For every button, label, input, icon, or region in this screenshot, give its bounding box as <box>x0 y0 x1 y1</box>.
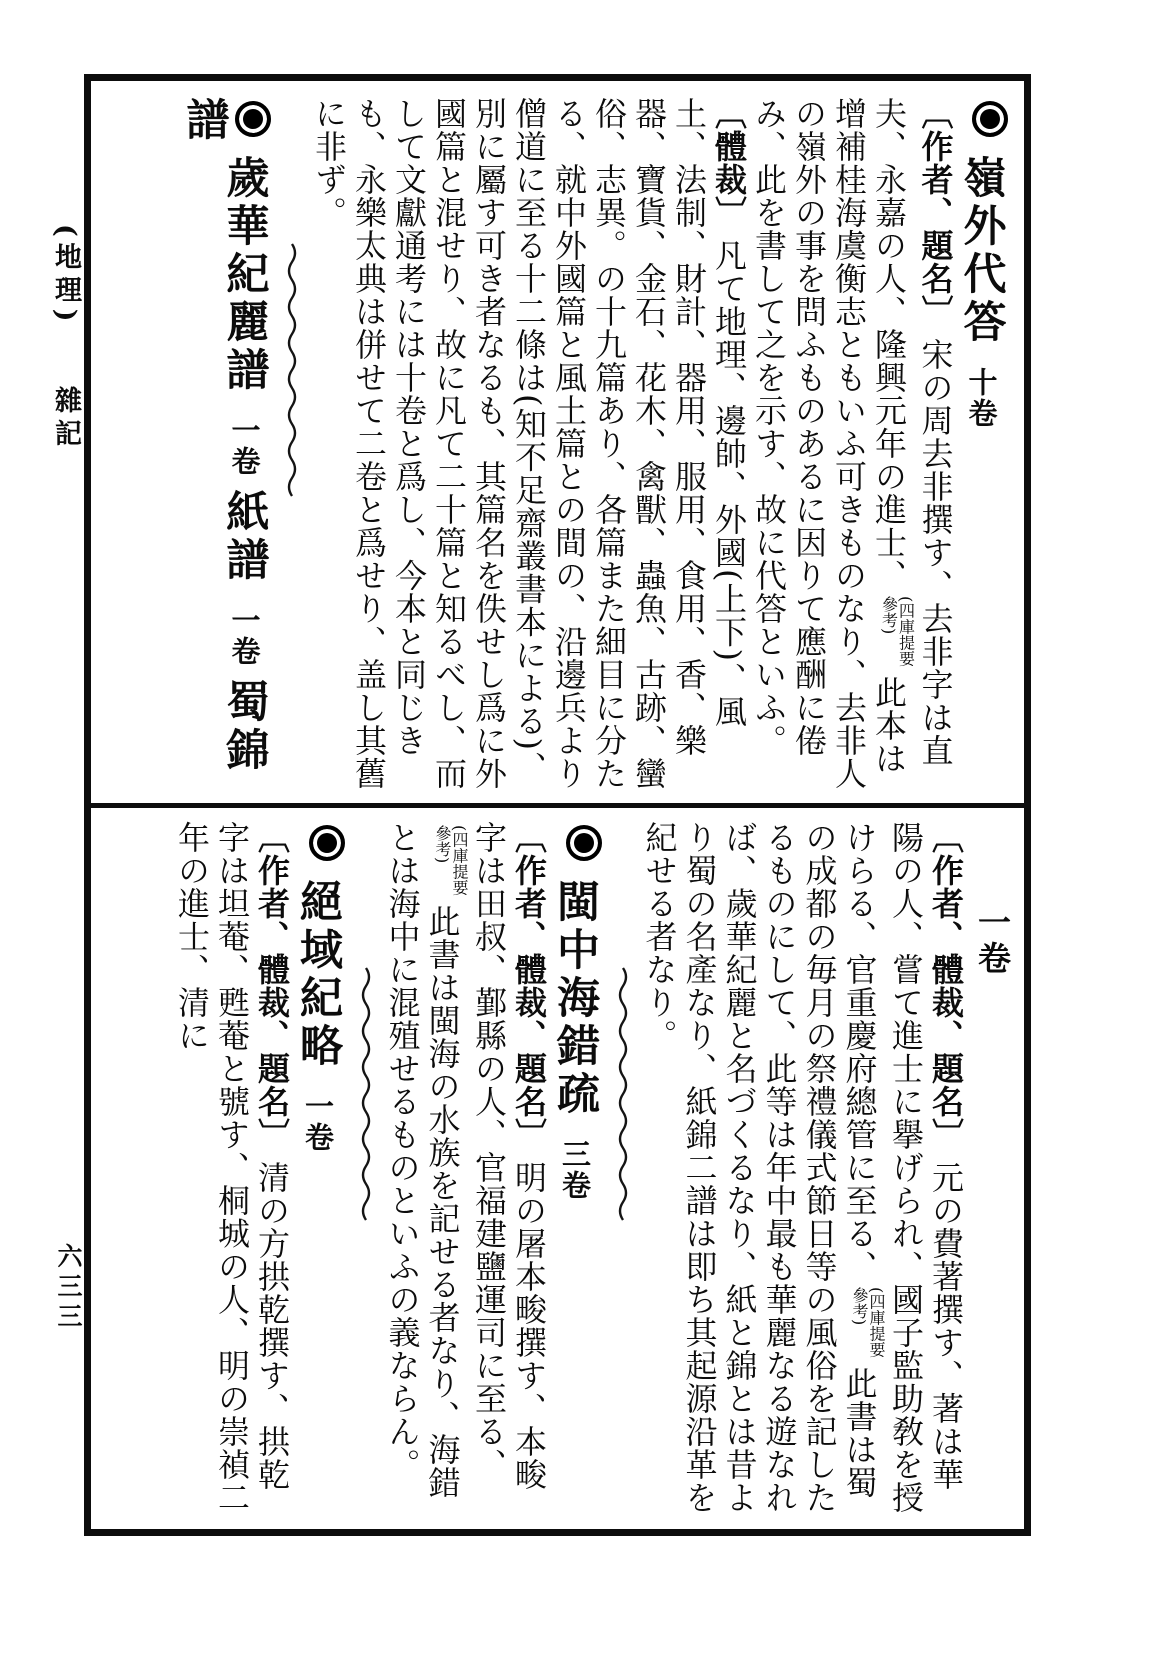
entry-volume-text: 十卷 <box>964 367 999 429</box>
entry-title-column <box>956 97 1013 793</box>
paragraph-text: 此本は增補桂海虞衡志ともいふ可きものなり、去非人の嶺外の事を問ふものあるに因りて應酬に倦み、此を書して之を示す、故に代答といふ。 <box>750 97 908 790</box>
entry-bullet-icon <box>566 825 602 861</box>
paragraph-text: 清の方拱乾撰す、拱乾字は坦菴、甦菴と號す、桐城の人、明の崇禎二年の進士、清に <box>173 821 291 1514</box>
entry-title-text: 歲華紀麗譜 <box>219 155 270 395</box>
entry-paragraph <box>172 821 292 1521</box>
inline-reference-note: (四庫提要參考) <box>850 1287 886 1358</box>
entry-title-text: 嶺外代答 <box>956 155 1007 347</box>
book-entry <box>172 821 349 1521</box>
margin-category: (地理) <box>50 224 81 328</box>
paragraph-text: 此書は蜀の成都の毎月の祭禮儀式節日等の風俗を記したるものにして、此等は年中最も華麗なる遊なれば、歲華紀麗と名づくるなり、紙と錦とは昔より蜀の名產なり、紙錦二譜は即ち其起源沿革を紀せる者なり。 <box>640 821 879 1514</box>
entry-volume-text: 一卷 <box>227 605 262 667</box>
book-entry <box>309 97 1012 793</box>
paragraph-label: 〔體裁〕 <box>710 97 748 229</box>
entry-paragraph <box>383 821 550 1521</box>
entry-title-text: 絕域紀略 <box>293 879 343 1071</box>
page-number: 六三三 <box>54 1243 83 1333</box>
content-frame <box>84 74 1031 1536</box>
inline-reference-note: (四庫提要參考) <box>879 596 916 667</box>
entry-title-column <box>293 821 349 1521</box>
entry-title-column <box>972 821 1012 1521</box>
paragraph-label: 〔作者、體裁、題名〕 <box>253 821 291 1151</box>
entry-title-text: 閩中海錯疏 <box>550 879 600 1119</box>
entry-title-column <box>550 821 606 1521</box>
paragraph-text: 元の費著撰す、著は華陽の人、嘗て進士に擧げられ、國子監助敎を授けらる、官重慶府總管に至る、 <box>840 821 965 1514</box>
margin-category-label <box>46 224 85 452</box>
entry-bullet-icon <box>309 825 345 861</box>
entry-volume-text: 三卷 <box>558 1139 592 1201</box>
margin-topic: 雜記 <box>50 385 81 452</box>
entry-volume-text: 一卷 <box>973 905 1012 977</box>
paragraph-text: 明の屠本畯撰す、本畯字は田叔、鄞縣の人、官福建鹽運司に至る、 <box>470 821 548 1491</box>
book-entry <box>640 821 1013 1521</box>
paragraph-label: 〔作者、體裁、題名〕 <box>927 821 965 1151</box>
paragraph-label: 〔作者、題名〕 <box>916 97 955 328</box>
inline-reference-note: (四庫提要參考) <box>433 825 469 896</box>
entry-paragraph <box>749 97 956 793</box>
paragraph-text: 此書は閩海の水族を記せる者なり、海錯とは海中に混殖せるものといふの義ならん。 <box>383 821 462 1499</box>
entry-title-text: 紙譜 <box>219 489 270 585</box>
book-entry <box>179 97 276 793</box>
section-bottom <box>99 821 1012 1521</box>
section-top <box>99 97 1012 793</box>
wavy-entry-divider <box>616 821 630 1521</box>
entry-paragraph <box>640 821 967 1521</box>
wavy-entry-divider <box>285 97 299 793</box>
entry-bullet-icon <box>235 101 271 137</box>
paragraph-label: 〔作者、體裁、題名〕 <box>510 821 548 1151</box>
entry-title-text: 蜀錦譜 <box>179 97 270 775</box>
wavy-entry-divider <box>359 821 373 1521</box>
entry-volume-text: 一卷 <box>227 415 262 477</box>
entry-paragraph <box>309 97 749 793</box>
section-divider-rule <box>91 803 1024 808</box>
entry-volume-text: 一卷 <box>301 1091 335 1153</box>
entry-bullet-icon <box>972 101 1008 137</box>
entry-title-column <box>179 97 276 793</box>
book-entry <box>383 821 606 1521</box>
paragraph-text: 凡て地理、邊帥、外國(上下)、風土、法制、財計、器用、服用、食用、香、樂器、寶貨、金石、花木、禽獸、蟲魚、古跡、蠻俗、志異。の十九篇あり、各篇また細目に分たる、就中外國篇と風土篇との間の、沿邊兵より僧道に至る十二條は(知不足齋叢書本による)、別に屬す可き者なるも、其篇名を佚せし爲に外國篇と混せり、故に凡て二十篇と知るべし、而して文獻通考には十卷と爲し、今本と同じきも、永樂太典は併せて二卷と爲せり、盖し其舊に非ず。 <box>310 97 748 790</box>
paragraph-text: 宋の周去非撰す、去非字は直夫、永嘉の人、隆興元年の進士、 <box>870 97 955 767</box>
